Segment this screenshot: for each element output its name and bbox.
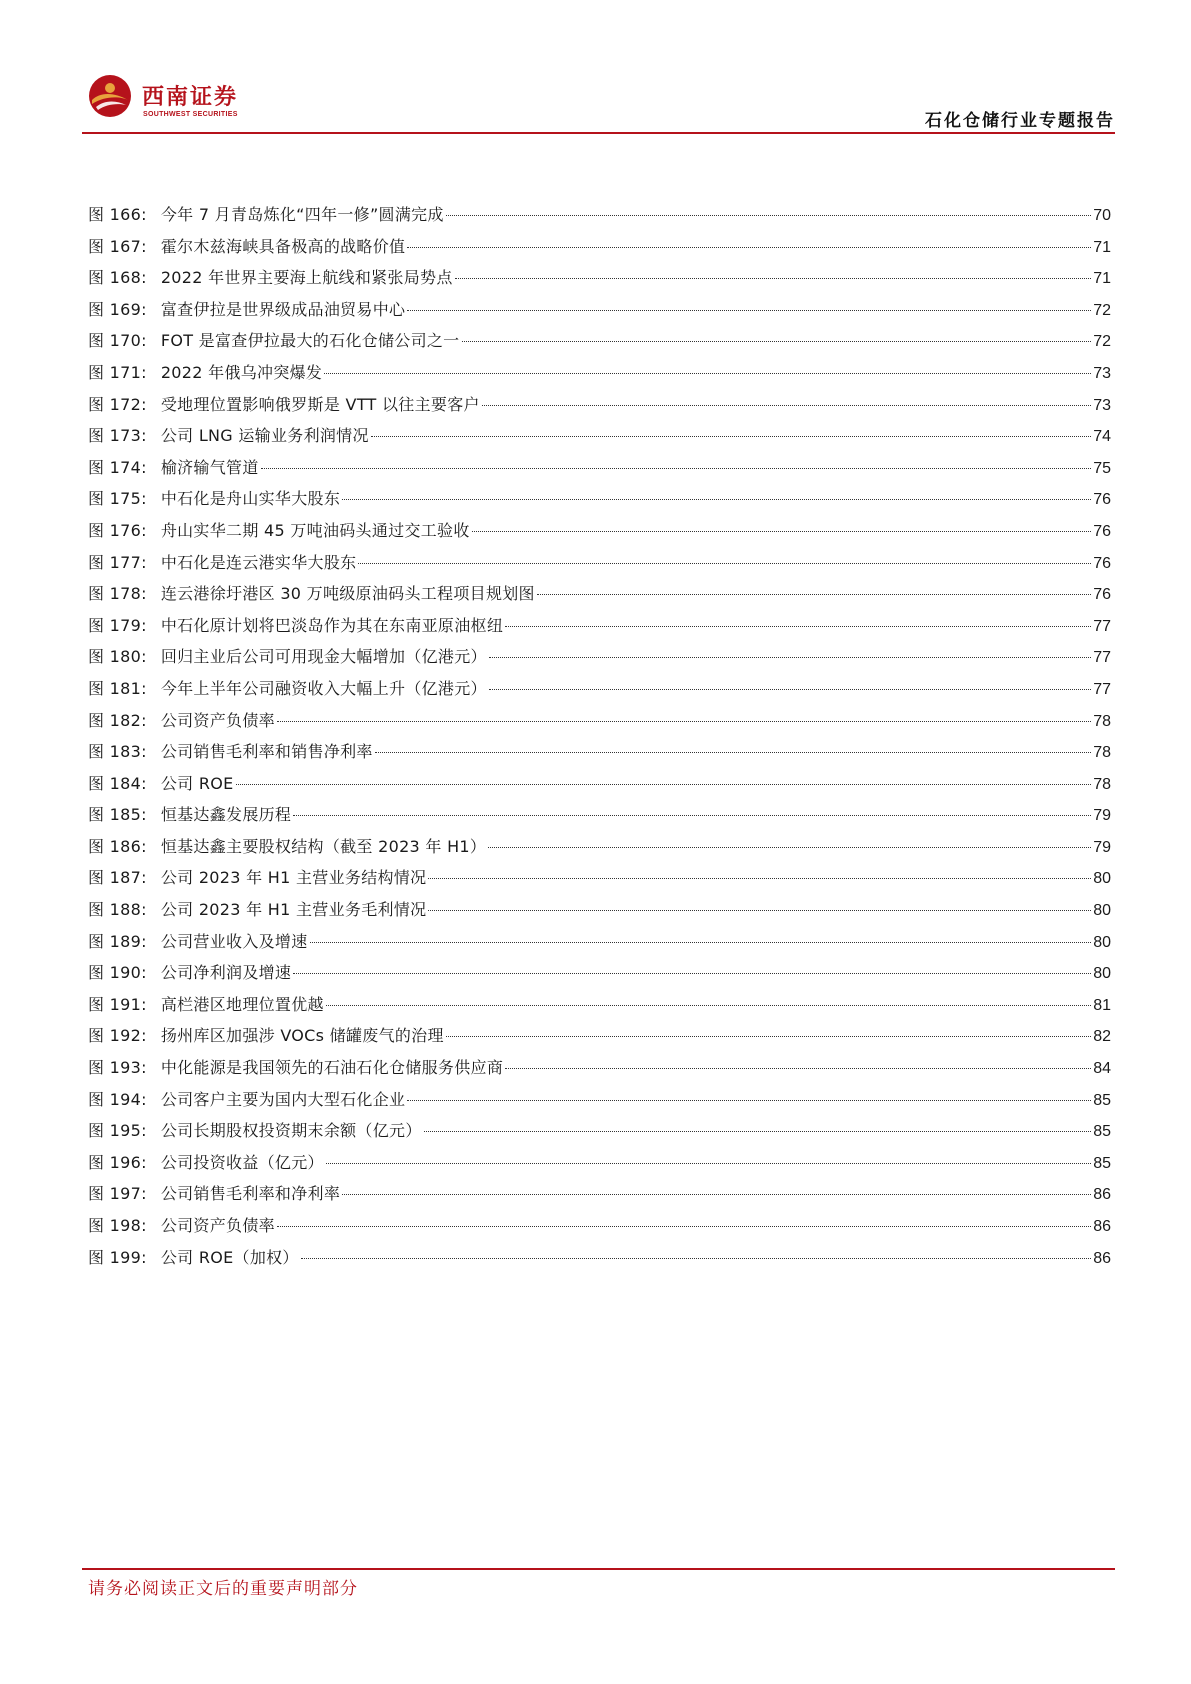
toc-page-number: 76 bbox=[1093, 522, 1111, 540]
toc-figure-title: 公司 ROE（加权） bbox=[160, 1247, 299, 1267]
toc-figure-title: 公司营业收入及增速 bbox=[160, 931, 308, 951]
toc-page-number: 71 bbox=[1093, 270, 1111, 288]
toc-page-number: 80 bbox=[1093, 870, 1111, 888]
toc-page-number: 82 bbox=[1093, 1028, 1111, 1046]
toc-figure-title: 扬州库区加强涉 VOCs 储罐废气的治理 bbox=[160, 1026, 444, 1046]
toc-figure-number: 图 178: bbox=[88, 584, 147, 604]
toc-entry-label bbox=[88, 389, 480, 421]
toc-leader-dots bbox=[428, 909, 1091, 911]
toc-leader-dots bbox=[488, 846, 1091, 848]
toc-entry-label bbox=[88, 894, 426, 926]
toc-entry[interactable] bbox=[88, 452, 1111, 484]
toc-figure-title: 舟山实华二期 45 万吨油码头通过交工验收 bbox=[160, 520, 470, 540]
toc-entry-label bbox=[88, 1178, 340, 1210]
toc-figure-number: 图 181: bbox=[88, 678, 147, 698]
toc-page-number: 78 bbox=[1093, 775, 1111, 793]
toc-entry[interactable] bbox=[88, 831, 1111, 863]
toc-figure-number: 图 190: bbox=[88, 963, 147, 983]
toc-page-number: 78 bbox=[1093, 712, 1111, 730]
toc-entry-label bbox=[88, 862, 426, 894]
toc-figure-title: 2022 年世界主要海上航线和紧张局势点 bbox=[160, 268, 453, 288]
toc-figure-title: 中石化是连云港实华大股东 bbox=[160, 552, 357, 572]
toc-entry-label bbox=[88, 483, 340, 515]
toc-figure-number: 图 170: bbox=[88, 331, 147, 351]
figure-index-list bbox=[88, 199, 1111, 1273]
toc-entry-label bbox=[88, 799, 291, 831]
toc-page-number: 71 bbox=[1093, 238, 1111, 256]
toc-page-number: 72 bbox=[1093, 301, 1111, 319]
toc-page-number: 85 bbox=[1093, 1123, 1111, 1141]
toc-figure-number: 图 173: bbox=[88, 426, 147, 446]
toc-figure-title: 今年上半年公司融资收入大幅上升（亿港元） bbox=[160, 678, 487, 698]
toc-figure-number: 图 191: bbox=[88, 994, 147, 1014]
toc-leader-dots bbox=[537, 593, 1091, 595]
toc-figure-number: 图 175: bbox=[88, 489, 147, 509]
toc-entry[interactable] bbox=[88, 610, 1111, 642]
footer-disclaimer: 请务必阅读正文后的重要声明部分 bbox=[88, 1579, 358, 1599]
toc-entry-label bbox=[88, 452, 259, 484]
toc-figure-title: 富查伊拉是世界级成品油贸易中心 bbox=[160, 299, 406, 319]
brand-name-cn: 西南证券 bbox=[142, 84, 239, 110]
toc-page-number: 73 bbox=[1093, 396, 1111, 414]
toc-page-number: 81 bbox=[1093, 996, 1111, 1014]
toc-entry-label bbox=[88, 1242, 299, 1274]
toc-page-number: 86 bbox=[1093, 1218, 1111, 1235]
toc-figure-number: 图 182: bbox=[88, 710, 147, 730]
toc-entry[interactable] bbox=[88, 294, 1111, 326]
toc-leader-dots bbox=[326, 1004, 1091, 1006]
toc-figure-title: 公司 LNG 运输业务利润情况 bbox=[160, 426, 369, 446]
toc-figure-title: 公司投资收益（亿元） bbox=[160, 1152, 324, 1172]
toc-entry[interactable] bbox=[88, 231, 1111, 263]
toc-figure-title: 公司销售毛利率和销售净利率 bbox=[160, 742, 373, 762]
toc-leader-dots bbox=[371, 435, 1091, 437]
toc-entry-label bbox=[88, 1210, 275, 1242]
toc-page-number: 76 bbox=[1093, 586, 1111, 604]
toc-entry-label bbox=[88, 547, 356, 579]
toc-entry[interactable] bbox=[88, 957, 1111, 989]
toc-page-number: 72 bbox=[1093, 333, 1111, 351]
toc-leader-dots bbox=[505, 1067, 1091, 1069]
toc-figure-number: 图 174: bbox=[88, 457, 147, 477]
toc-figure-title: 公司 ROE bbox=[160, 773, 234, 793]
toc-figure-title: 公司资产负债率 bbox=[160, 1216, 275, 1235]
toc-figure-number: 图 172: bbox=[88, 394, 147, 414]
toc-figure-title: 公司长期股权投资期末余额（亿元） bbox=[160, 1121, 422, 1141]
toc-entry-label bbox=[88, 357, 322, 389]
toc-leader-dots bbox=[326, 1162, 1091, 1164]
toc-figure-number: 图 188: bbox=[88, 900, 147, 920]
toc-figure-title: 今年 7 月青岛炼化“四年一修”圆满完成 bbox=[160, 205, 444, 224]
toc-entry-label bbox=[88, 1052, 503, 1084]
toc-figure-title: 连云港徐圩港区 30 万吨级原油码头工程项目规划图 bbox=[160, 584, 535, 604]
toc-entry-label bbox=[88, 926, 308, 958]
toc-leader-dots bbox=[277, 1225, 1091, 1227]
toc-leader-dots bbox=[407, 309, 1091, 311]
toc-figure-title: 中石化原计划将巴淡岛作为其在东南亚原油枢纽 bbox=[160, 615, 504, 635]
report-title: 石化仓储行业专题报告 bbox=[925, 111, 1115, 131]
toc-page-number: 84 bbox=[1093, 1060, 1111, 1078]
toc-entry[interactable] bbox=[88, 862, 1111, 894]
toc-entry[interactable] bbox=[88, 389, 1111, 421]
toc-entry[interactable] bbox=[88, 1147, 1111, 1179]
toc-figure-number: 图 169: bbox=[88, 299, 147, 319]
toc-entry[interactable] bbox=[88, 199, 1111, 231]
toc-figure-number: 图 179: bbox=[88, 615, 147, 635]
toc-entry[interactable] bbox=[88, 1052, 1111, 1084]
footer-divider bbox=[82, 1568, 1115, 1570]
toc-entry[interactable] bbox=[88, 989, 1111, 1021]
toc-entry-label bbox=[88, 420, 369, 452]
toc-page-number: 77 bbox=[1093, 649, 1111, 667]
toc-figure-number: 图 183: bbox=[88, 742, 147, 762]
toc-figure-title: 中石化是舟山实华大股东 bbox=[160, 489, 341, 509]
toc-entry-label bbox=[88, 705, 275, 737]
toc-entry-label bbox=[88, 199, 444, 231]
brand-logo-icon bbox=[88, 74, 132, 118]
toc-figure-title: 2022 年俄乌冲突爆发 bbox=[160, 362, 323, 382]
toc-figure-title: 公司净利润及增速 bbox=[160, 963, 292, 983]
toc-entry-label bbox=[88, 736, 373, 768]
toc-figure-number: 图 186: bbox=[88, 836, 147, 856]
header-divider bbox=[82, 132, 1115, 134]
toc-leader-dots bbox=[342, 1193, 1091, 1195]
toc-page-number: 76 bbox=[1093, 554, 1111, 572]
toc-leader-dots bbox=[342, 498, 1091, 500]
toc-leader-dots bbox=[358, 562, 1091, 564]
toc-page-number: 79 bbox=[1093, 838, 1111, 856]
toc-leader-dots bbox=[446, 1035, 1091, 1037]
toc-leader-dots bbox=[482, 404, 1091, 406]
toc-figure-title: 受地理位置影响俄罗斯是 VTT 以往主要客户 bbox=[160, 394, 480, 414]
toc-entry[interactable] bbox=[88, 1210, 1111, 1242]
toc-figure-title: 霍尔木兹海峡具备极高的战略价值 bbox=[160, 236, 406, 256]
toc-figure-number: 图 166: bbox=[88, 205, 147, 224]
toc-entry[interactable] bbox=[88, 547, 1111, 579]
toc-leader-dots bbox=[505, 625, 1091, 627]
toc-figure-title: 公司资产负债率 bbox=[160, 710, 275, 730]
toc-entry[interactable] bbox=[88, 578, 1111, 610]
toc-page-number: 73 bbox=[1093, 364, 1111, 382]
toc-figure-number: 图 198: bbox=[88, 1216, 147, 1235]
toc-leader-dots bbox=[455, 277, 1092, 279]
toc-entry-label bbox=[88, 768, 234, 800]
toc-entry-label bbox=[88, 231, 405, 263]
toc-figure-number: 图 197: bbox=[88, 1184, 147, 1204]
toc-page-number: 78 bbox=[1093, 744, 1111, 762]
toc-leader-dots bbox=[277, 720, 1091, 722]
toc-leader-dots bbox=[407, 246, 1091, 248]
toc-entry[interactable] bbox=[88, 1178, 1111, 1210]
toc-page-number: 86 bbox=[1093, 1186, 1111, 1204]
toc-page-number: 85 bbox=[1093, 1091, 1111, 1109]
toc-entry-label bbox=[88, 641, 487, 673]
toc-entry[interactable] bbox=[88, 262, 1111, 294]
toc-entry-label bbox=[88, 673, 487, 705]
toc-figure-number: 图 189: bbox=[88, 931, 147, 951]
toc-leader-dots bbox=[293, 972, 1091, 974]
toc-leader-dots bbox=[428, 877, 1091, 879]
toc-figure-number: 图 177: bbox=[88, 552, 147, 572]
toc-figure-title: 公司 2023 年 H1 主营业务结构情况 bbox=[160, 868, 427, 888]
toc-leader-dots bbox=[324, 372, 1091, 374]
toc-page-number: 74 bbox=[1093, 428, 1111, 446]
toc-leader-dots bbox=[462, 340, 1092, 342]
toc-page-number: 80 bbox=[1093, 933, 1111, 951]
toc-figure-number: 图 180: bbox=[88, 647, 147, 667]
toc-figure-title: 回归主业后公司可用现金大幅增加（亿港元） bbox=[160, 647, 487, 667]
toc-entry-label bbox=[88, 989, 324, 1021]
brand-name-en: SOUTHWEST SECURITIES bbox=[143, 111, 238, 118]
toc-entry-label bbox=[88, 578, 535, 610]
toc-entry[interactable] bbox=[88, 515, 1111, 547]
toc-entry[interactable] bbox=[88, 483, 1111, 515]
toc-page-number: 76 bbox=[1093, 491, 1111, 509]
toc-page-number: 80 bbox=[1093, 902, 1111, 920]
toc-leader-dots bbox=[261, 467, 1092, 469]
toc-leader-dots bbox=[446, 214, 1091, 216]
toc-entry[interactable] bbox=[88, 1115, 1111, 1147]
toc-entry-label bbox=[88, 1115, 422, 1147]
toc-page-number: 80 bbox=[1093, 965, 1111, 983]
toc-figure-number: 图 195: bbox=[88, 1121, 147, 1141]
toc-page-number: 75 bbox=[1093, 459, 1111, 477]
toc-figure-title: 公司销售毛利率和净利率 bbox=[160, 1184, 341, 1204]
toc-entry[interactable] bbox=[88, 926, 1111, 958]
toc-entry-label bbox=[88, 1147, 324, 1179]
toc-leader-dots bbox=[301, 1257, 1091, 1259]
toc-entry[interactable] bbox=[88, 1020, 1111, 1052]
toc-figure-title: 恒基达鑫发展历程 bbox=[160, 805, 292, 825]
toc-page-number: 85 bbox=[1093, 1154, 1111, 1172]
toc-figure-number: 图 167: bbox=[88, 236, 147, 256]
toc-figure-number: 图 187: bbox=[88, 868, 147, 888]
toc-entry-label bbox=[88, 515, 470, 547]
toc-entry[interactable] bbox=[88, 768, 1111, 800]
toc-entry-label bbox=[88, 1020, 444, 1052]
toc-leader-dots bbox=[310, 941, 1092, 943]
toc-leader-dots bbox=[489, 688, 1091, 690]
toc-entry-label bbox=[88, 1084, 405, 1116]
toc-figure-number: 图 194: bbox=[88, 1089, 147, 1109]
toc-figure-number: 图 185: bbox=[88, 805, 147, 825]
toc-leader-dots bbox=[489, 656, 1091, 658]
toc-entry[interactable] bbox=[88, 894, 1111, 926]
toc-figure-number: 图 192: bbox=[88, 1026, 147, 1046]
toc-entry-label bbox=[88, 294, 405, 326]
toc-entry[interactable] bbox=[88, 1084, 1111, 1116]
toc-page-number: 77 bbox=[1093, 680, 1111, 698]
toc-entry[interactable] bbox=[88, 325, 1111, 357]
toc-entry[interactable] bbox=[88, 673, 1111, 705]
toc-entry-label bbox=[88, 831, 486, 863]
toc-entry[interactable] bbox=[88, 799, 1111, 831]
toc-page-number: 79 bbox=[1093, 807, 1111, 825]
toc-leader-dots bbox=[407, 1099, 1091, 1101]
toc-leader-dots bbox=[424, 1130, 1092, 1132]
toc-page-number: 77 bbox=[1093, 617, 1111, 635]
toc-figure-number: 图 184: bbox=[88, 773, 147, 793]
toc-figure-number: 图 196: bbox=[88, 1152, 147, 1172]
toc-figure-number: 图 176: bbox=[88, 520, 147, 540]
toc-entry-label bbox=[88, 610, 503, 642]
toc-figure-number: 图 199: bbox=[88, 1247, 147, 1267]
toc-figure-number: 图 168: bbox=[88, 268, 147, 288]
toc-entry-label bbox=[88, 325, 460, 357]
toc-page-number: 86 bbox=[1093, 1249, 1111, 1267]
toc-figure-number: 图 171: bbox=[88, 362, 147, 382]
toc-figure-title: 高栏港区地理位置优越 bbox=[160, 994, 324, 1014]
toc-figure-title: 公司客户主要为国内大型石化企业 bbox=[160, 1089, 406, 1109]
toc-leader-dots bbox=[472, 530, 1092, 532]
toc-entry[interactable] bbox=[88, 736, 1111, 768]
toc-entry-label bbox=[88, 262, 453, 294]
toc-figure-title: FOT 是富查伊拉最大的石化仓储公司之一 bbox=[160, 331, 460, 351]
toc-entry[interactable] bbox=[88, 420, 1111, 452]
toc-entry-label bbox=[88, 957, 291, 989]
toc-leader-dots bbox=[375, 751, 1091, 753]
toc-page-number: 70 bbox=[1093, 207, 1111, 224]
toc-leader-dots bbox=[293, 814, 1091, 816]
toc-entry[interactable] bbox=[88, 357, 1111, 389]
toc-entry[interactable] bbox=[88, 1242, 1111, 1274]
toc-entry[interactable] bbox=[88, 705, 1111, 737]
page-header bbox=[82, 66, 1115, 136]
toc-figure-title: 公司 2023 年 H1 主营业务毛利情况 bbox=[160, 900, 427, 920]
toc-figure-title: 榆济输气管道 bbox=[160, 457, 259, 477]
toc-figure-title: 中化能源是我国领先的石油石化仓储服务供应商 bbox=[160, 1058, 504, 1078]
toc-leader-dots bbox=[236, 783, 1092, 785]
toc-entry[interactable] bbox=[88, 641, 1111, 673]
toc-figure-title: 恒基达鑫主要股权结构（截至 2023 年 H1） bbox=[160, 836, 487, 856]
toc-figure-number: 图 193: bbox=[88, 1058, 147, 1078]
